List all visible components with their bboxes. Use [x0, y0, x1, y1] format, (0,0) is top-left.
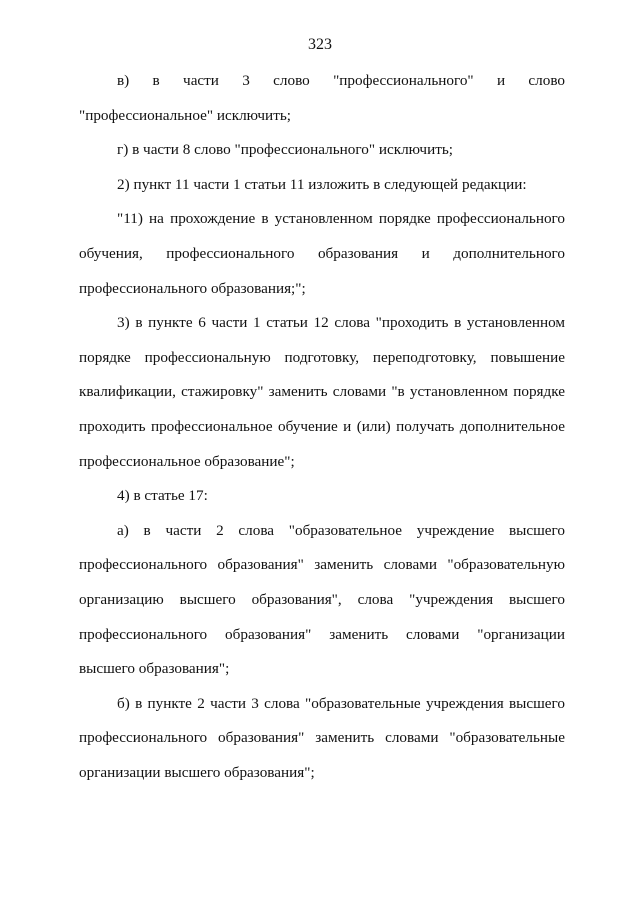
paragraph-v-part-3: в) в части 3 слово "профессионального" и слово "профессиональное" исключить;	[79, 72, 565, 124]
paragraph-g-part-8: г) в части 8 слово "профессионального" исключить;	[117, 141, 453, 159]
paragraph-item-3: 3) в пункте 6 части 1 статьи 12 слова "проходить в установленном порядке профессиональную подготовку, переподготовку, повышение квалификации, стажировку" заменить словами "в установленном порядке проходить профессиональное обучение и (или) получать дополнительное профессиональное образование";	[79, 314, 565, 470]
paragraph-b-part-3: б) в пункте 2 части 3 слова "образовательные учреждения высшего профессионального образования" заменить словами "образовательные организации высшего образования";	[79, 694, 565, 781]
paragraph-item-4: 4) в статье 17:	[117, 487, 208, 505]
paragraph-a-part-2: а) в части 2 слова "образовательное учреждение высшего профессионального образования" заменить словами "образовательную организацию высшего образования", слова "учреждения высшего профессионального образования" заменить словами "организации высшего образования";	[79, 521, 565, 678]
paragraph-item-2: 2) пункт 11 части 1 статьи 11 изложить в следующей редакции:	[117, 175, 527, 193]
document-body	[79, 64, 565, 790]
paragraph-quoted-item-11: "11) на прохождение в установленном порядке профессионального обучения, профессионального образования и дополнительного профессионального образования;";	[79, 210, 565, 297]
page-number: 323	[308, 36, 332, 53]
